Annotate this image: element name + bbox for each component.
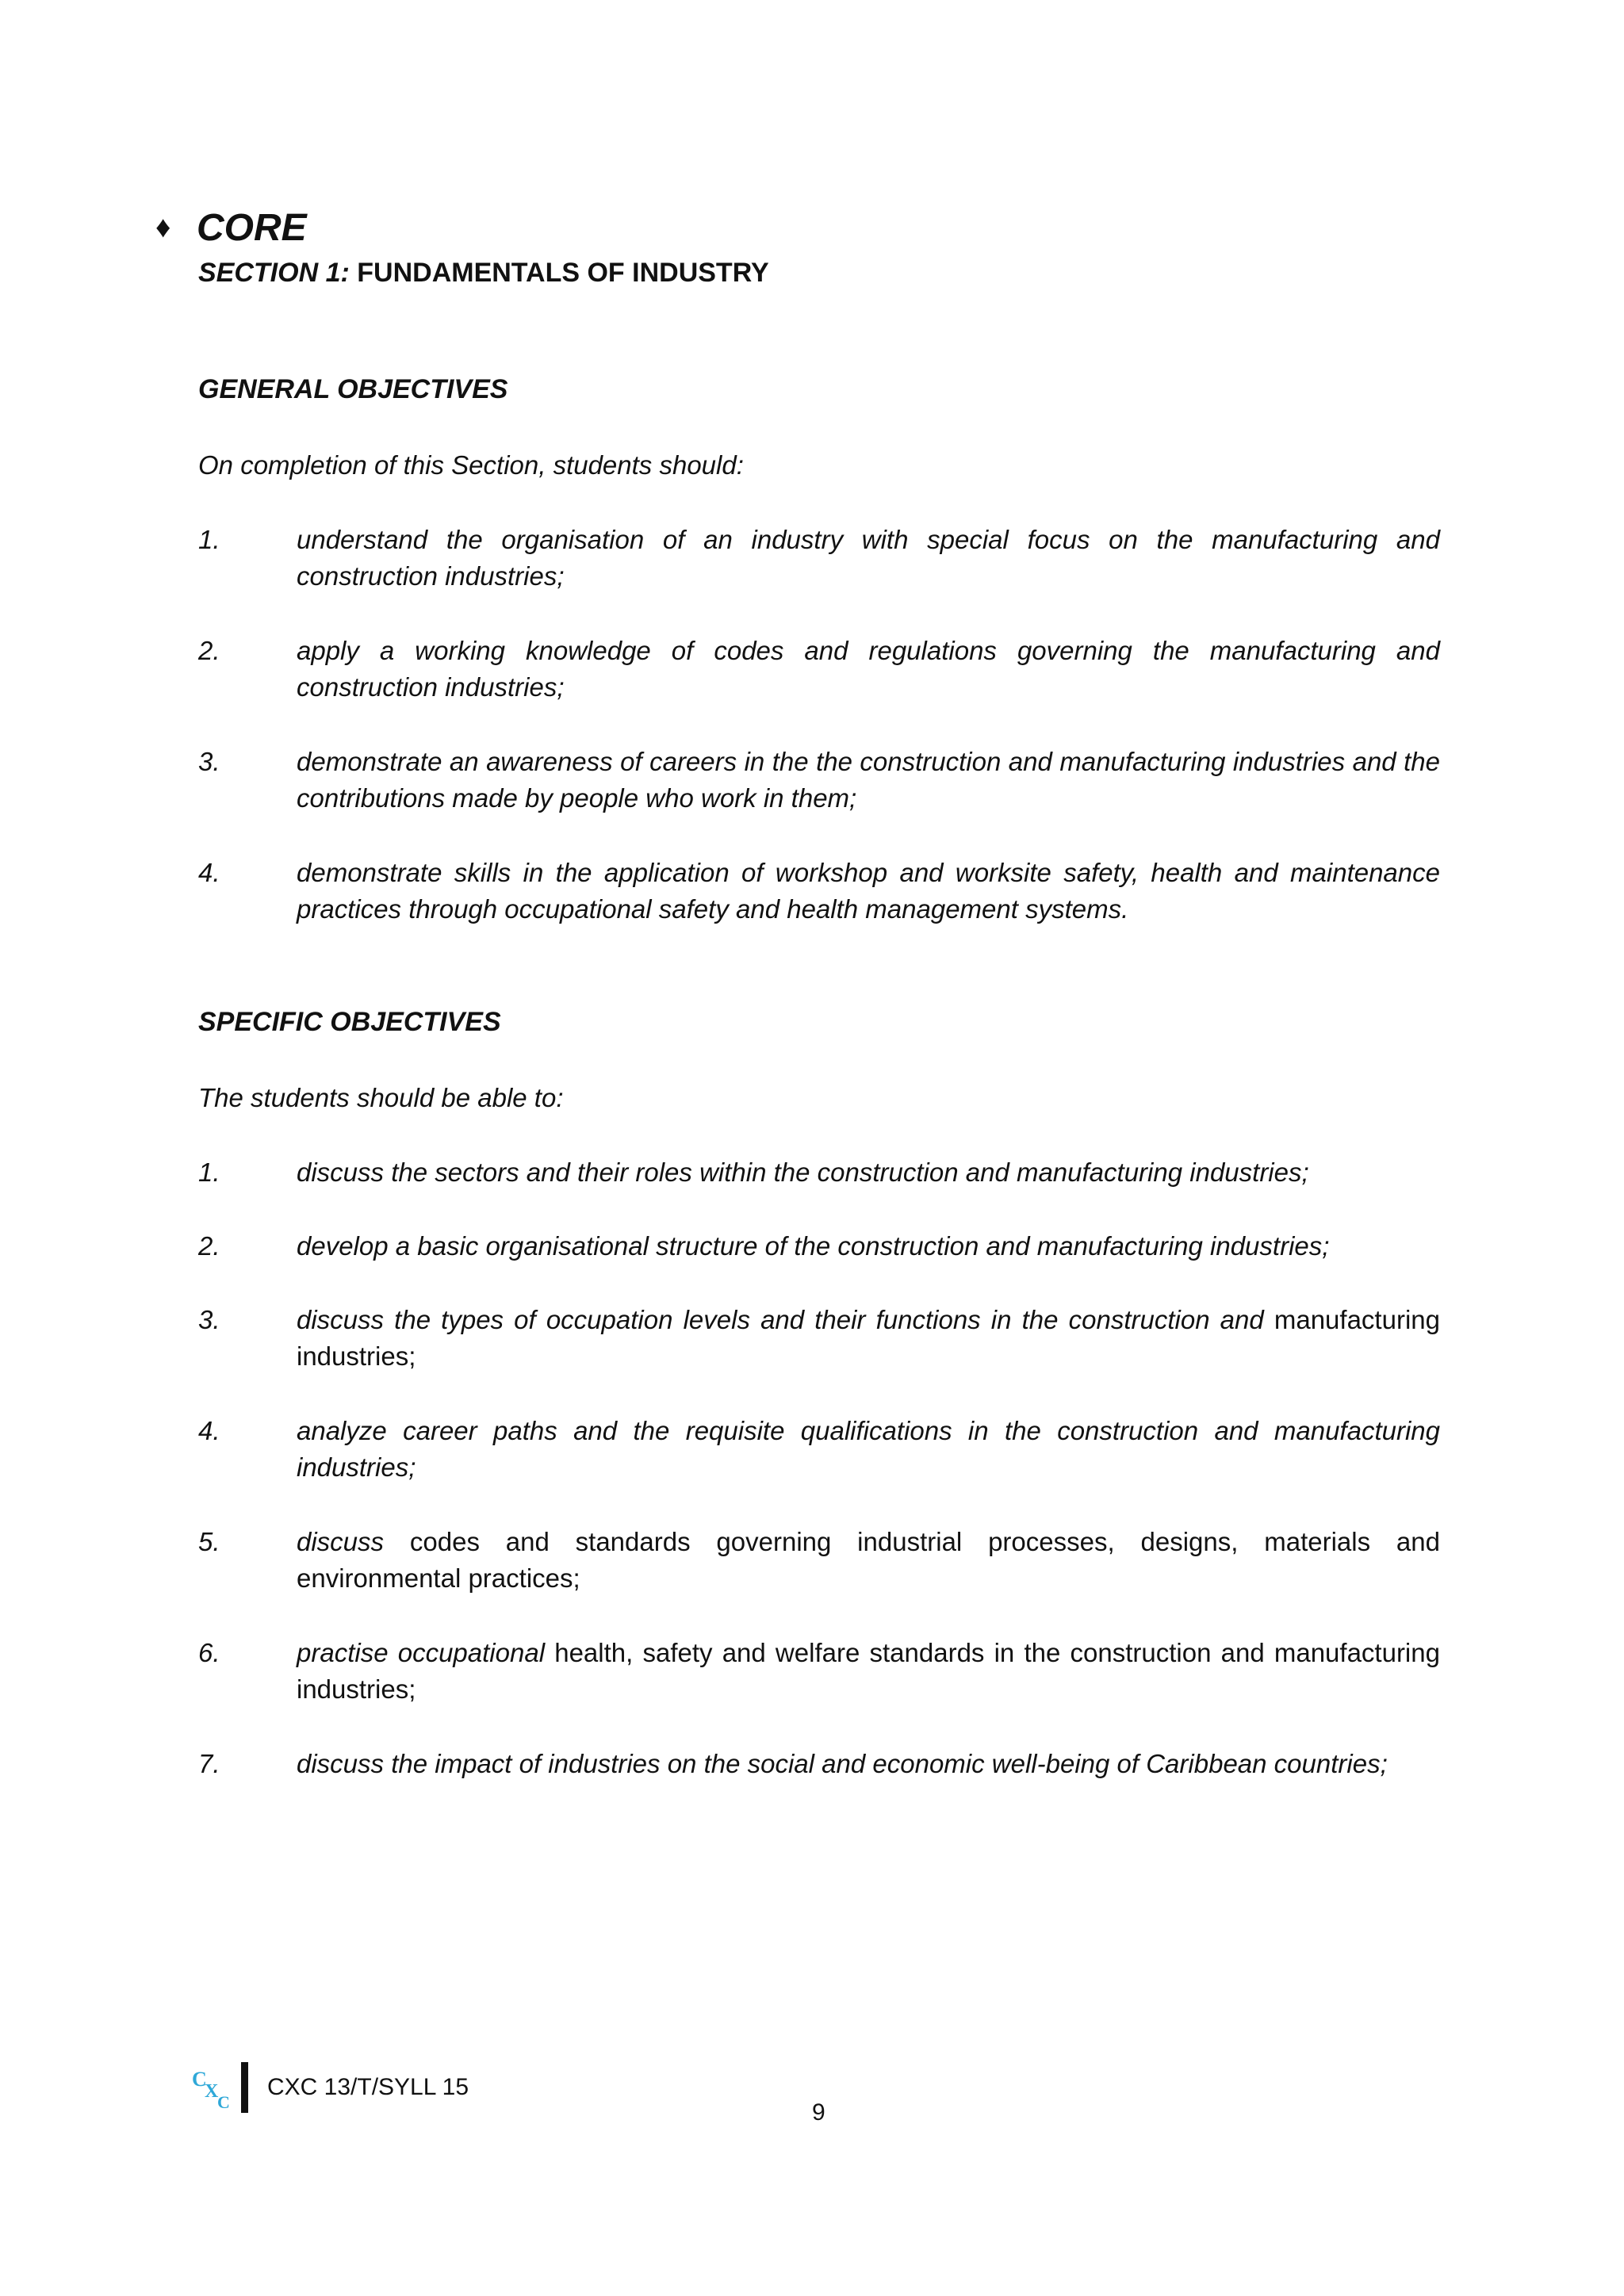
specific-objectives-intro: The students should be able to: bbox=[198, 1083, 564, 1112]
specific-objective-item bbox=[198, 1228, 1440, 1265]
specific-objective-item bbox=[198, 1635, 1440, 1708]
syllabus-code: CXC 13/T/SYLL 15 bbox=[267, 2074, 469, 2100]
item-text: demonstrate skills in the application of workshop and worksite safety, health and maintenance practices through occupational safety and health management systems. bbox=[297, 858, 1440, 924]
item-number: 2. bbox=[198, 1231, 220, 1261]
specific-objective-item bbox=[198, 1302, 1440, 1375]
item-text-italic: practise occupational bbox=[297, 1638, 546, 1667]
item-text bbox=[297, 1302, 1440, 1375]
item-text bbox=[297, 1635, 1440, 1708]
general-objective-item bbox=[198, 855, 1440, 928]
item-text-normal: health, safety and welfare standards in the construction and manufacturing industries; bbox=[297, 1638, 1440, 1704]
item-number: 2. bbox=[198, 636, 220, 665]
item-number: 5. bbox=[198, 1527, 220, 1556]
item-text: apply a working knowledge of codes and regulations governing the manufacturing and construction industries; bbox=[297, 636, 1440, 702]
cxc-logo-icon bbox=[190, 2065, 235, 2110]
item-text-italic: discuss bbox=[297, 1527, 385, 1556]
specific-objective-item bbox=[198, 1746, 1440, 1782]
svg-text:C: C bbox=[217, 2092, 230, 2110]
footer bbox=[190, 2060, 469, 2115]
item-text: understand the organisation of an industry with special focus on the manufacturing and construction industries; bbox=[297, 525, 1440, 591]
item-number: 4. bbox=[198, 858, 220, 887]
specific-objective-item bbox=[198, 1524, 1440, 1597]
item-number: 3. bbox=[198, 747, 220, 776]
item-text: discuss the sectors and their roles within the construction and manufacturing industries; bbox=[297, 1158, 1309, 1187]
general-objectives-intro: On completion of this Section, students should: bbox=[198, 450, 744, 480]
item-text: analyze career paths and the requisite qualifications in the construction and manufacturing industries; bbox=[297, 1416, 1440, 1482]
section-name: FUNDAMENTALS OF INDUSTRY bbox=[349, 258, 769, 288]
core-title-row bbox=[155, 200, 307, 255]
section-label: SECTION 1: bbox=[198, 258, 350, 288]
item-number: 6. bbox=[198, 1638, 220, 1667]
section-title bbox=[198, 258, 769, 289]
item-number: 4. bbox=[198, 1416, 220, 1445]
general-objectives-heading: GENERAL OBJECTIVES bbox=[198, 374, 508, 404]
item-text: develop a basic organisational structure of the construction and manufacturing industries; bbox=[297, 1231, 1330, 1261]
specific-objectives-heading: SPECIFIC OBJECTIVES bbox=[198, 1007, 501, 1037]
item-number: 1. bbox=[198, 1158, 220, 1187]
specific-objective-item bbox=[198, 1154, 1440, 1191]
svg-text:C: C bbox=[192, 2068, 207, 2091]
item-number: 1. bbox=[198, 525, 220, 554]
item-text: discuss the impact of industries on the social and economic well-being of Caribbean countries; bbox=[297, 1749, 1388, 1778]
general-objective-item bbox=[198, 633, 1440, 706]
general-objective-item bbox=[198, 522, 1440, 595]
item-text bbox=[297, 1524, 1440, 1597]
item-text: demonstrate an awareness of careers in the the construction and manufacturing industries and the contributions made by people who work in them; bbox=[297, 747, 1440, 813]
general-objective-item bbox=[198, 744, 1440, 817]
core-title: CORE bbox=[197, 206, 307, 249]
item-text-normal: manufacturing industries; bbox=[297, 1305, 1440, 1371]
item-number: 3. bbox=[198, 1305, 220, 1334]
page-number: 9 bbox=[812, 2099, 825, 2126]
specific-objective-item bbox=[198, 1413, 1440, 1486]
item-text-normal: codes and standards governing industrial processes, designs, materials and environmental practices; bbox=[297, 1527, 1440, 1593]
footer-divider bbox=[241, 2062, 248, 2113]
svg-text:X: X bbox=[205, 2081, 219, 2102]
diamond-bullet-icon: ♦ bbox=[155, 211, 171, 244]
item-number: 7. bbox=[198, 1749, 220, 1778]
item-text-italic: discuss the types of occupation levels and their functions in the construction and bbox=[297, 1305, 1264, 1334]
